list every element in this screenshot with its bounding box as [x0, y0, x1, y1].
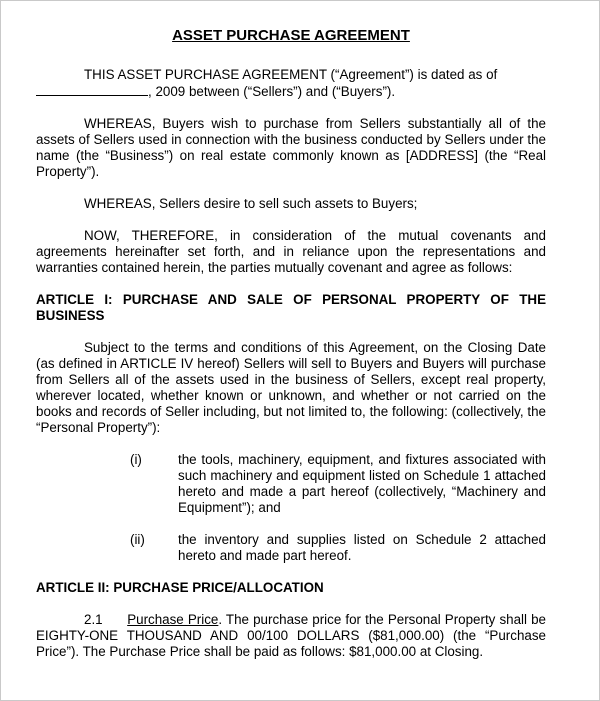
- intro-text-end: , 2009 between (“Sellers”) and (“Buyers”).: [148, 84, 396, 99]
- article-1-heading: ARTICLE I: PURCHASE AND SALE OF PERSONAL PROPERTY OF THE BUSINESS: [36, 292, 546, 323]
- section-2-1: [36, 612, 546, 660]
- section-title: Purchase Price: [127, 612, 219, 627]
- list-item: [36, 532, 546, 564]
- list-item-number: (ii): [130, 532, 145, 547]
- list-item-text: the tools, machinery, equipment, and fixtures associated with such machinery and equipment listed on Schedule 1 attached hereto and made a part hereof (collectively, “Machinery and Equipment”); and: [178, 452, 546, 515]
- now-therefore-paragraph: NOW, THEREFORE, in consideration of the mutual covenants and agreements hereinafter set forth, and in reliance upon the representations and warranties contained herein, the parties mutually covenant and agree as follows:: [36, 228, 546, 275]
- list-item-text: the inventory and supplies listed on Schedule 2 attached hereto and made part hereof.: [178, 532, 546, 563]
- document-title: ASSET PURCHASE AGREEMENT: [172, 27, 410, 44]
- article-1-body: Subject to the terms and conditions of this Agreement, on the Closing Date (as defined in ARTICLE IV hereof) Sellers will sell to Buyers and Buyers will purchase from Sellers all of the assets used in the business of Sellers, except real property, wherever located, whether known or unknown, and whether or not carried on the books and records of Seller including, but not limited to, the following: (collectively, the “Personal Property”):: [36, 340, 546, 435]
- list-item: [36, 452, 546, 516]
- intro-text: THIS ASSET PURCHASE AGREEMENT (“Agreement”) is dated as of: [84, 67, 498, 82]
- whereas-paragraph-1: WHEREAS, Buyers wish to purchase from Sellers substantially all of the assets of Sellers used in connection with the business conducted by Sellers under the name (the “Business”) on real estate commonly known as [ADDRESS] (the “Real Property”).: [36, 116, 546, 179]
- intro-paragraph: [36, 67, 546, 100]
- whereas-paragraph-2: WHEREAS, Sellers desire to sell such assets to Buyers;: [84, 196, 418, 211]
- section-number: 2.1: [84, 612, 103, 627]
- date-blank-line: [36, 83, 148, 96]
- article-2-heading: ARTICLE II: PURCHASE PRICE/ALLOCATION: [36, 580, 324, 595]
- list-item-number: (i): [130, 452, 142, 467]
- section-body: . The purchase price for the Personal Property shall be EIGHTY-ONE THOUSAND AND 00/100 DOLLARS ($81,000.00) (the “Purchase Price”). The Purchase Price shall be paid as follows: $81,000.00 at Closing.: [36, 612, 546, 659]
